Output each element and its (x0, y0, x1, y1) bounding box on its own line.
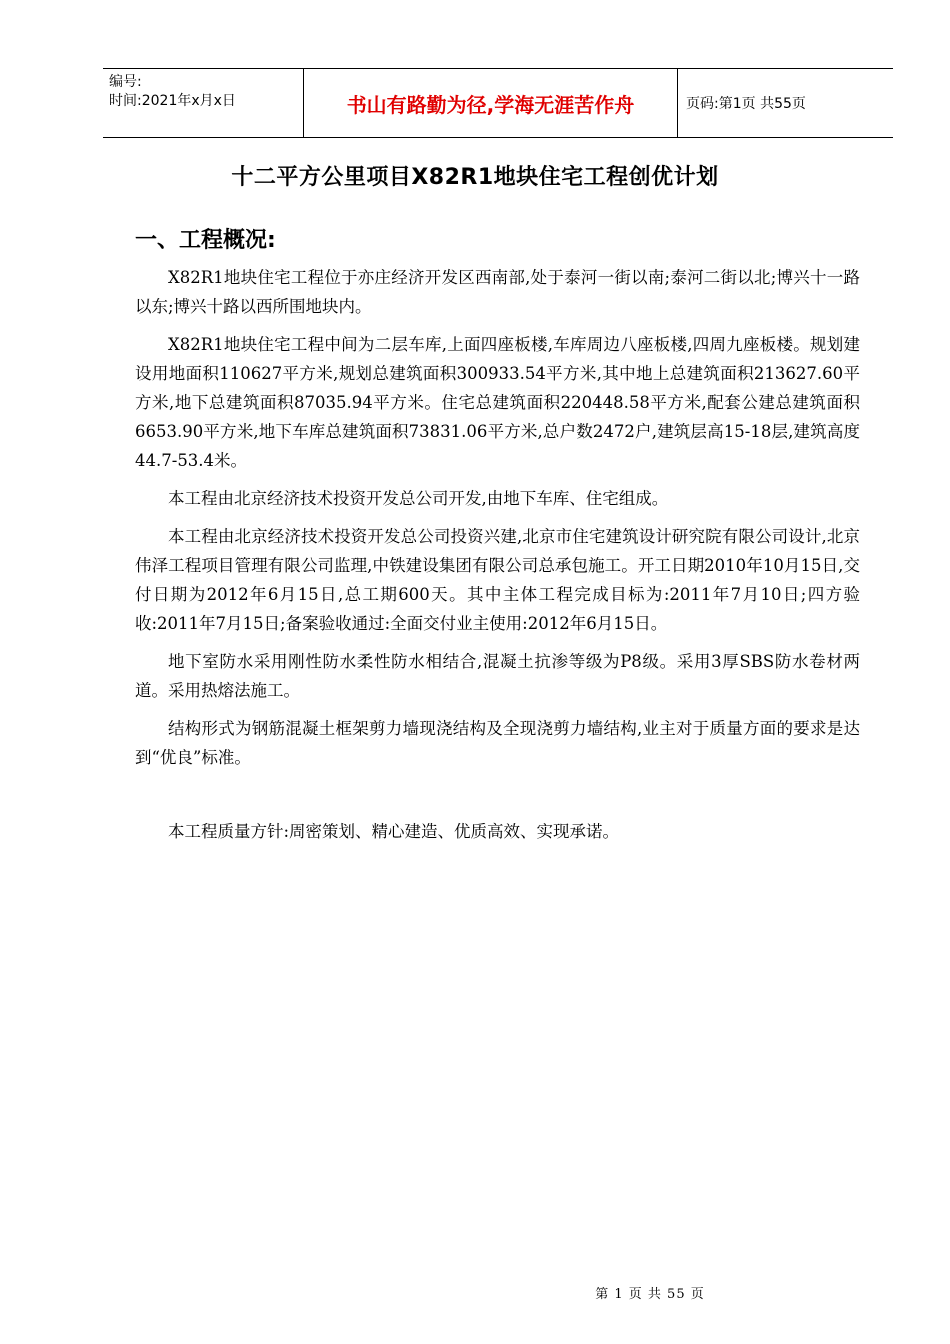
document-date: 时间:2021年x月x日 (109, 93, 236, 109)
page-footer: 第 1 页 共 55 页 (595, 1287, 705, 1302)
document-body (135, 263, 860, 846)
paragraph: 本工程由北京经济技术投资开发总公司投资兴建,北京市住宅建筑设计研究院有限公司设计,北京伟泽工程项目管理有限公司监理,中铁建设集团有限公司总承包施工。开工日期2010年10月15日,交付日期为2012年6月15日,总工期600天。其中主体工程完成目标为:2011年7月10日;四方验收:2011年7月15日;备案验收通过:全面交付业主使用:2012年6月15日。 (135, 527, 860, 633)
header-page-info: 页码:第1页 共55页 (686, 96, 806, 112)
paragraph: 本工程质量方针:周密策划、精心建造、优质高效、实现承诺。 (168, 822, 620, 841)
paragraph: 本工程由北京经济技术投资开发总公司开发,由地下车库、住宅组成。 (168, 489, 669, 508)
header-motto: 书山有路勤为径,学海无涯苦作舟 (304, 69, 678, 137)
paragraph: 地下室防水采用刚性防水柔性防水相结合,混凝土抗渗等级为P8级。采用3厚SBS防水卷材两道。采用热熔法施工。 (135, 652, 860, 700)
paragraph: X82R1地块住宅工程中间为二层车库,上面四座板楼,车库周边八座板楼,四周九座板楼。规划建设用地面积110627平方米,规划总建筑面积300933.54平方米,其中地上总建筑面积213627.60平方米,地下总建筑面积87035.94平方米。住宅总建筑面积220448.58平方米,配套公建总建筑面积6653.90平方米,地下车库总建筑面积73831.06平方米,总户数2472户,建筑层高15-18层,建筑高度44.7-53.4米。 (135, 335, 860, 470)
document-number-label: 编号: (109, 74, 142, 90)
header-meta (103, 69, 304, 137)
section-heading: 一、工程概况: (135, 228, 276, 253)
paragraph: 结构形式为钢筋混凝土框架剪力墙现浇结构及全现浇剪力墙结构,业主对于质量方面的要求是达到“优良”标准。 (135, 719, 860, 767)
document-title: 十二平方公里项目X82R1地块住宅工程创优计划 (231, 165, 719, 190)
header-table (103, 68, 893, 138)
paragraph: X82R1地块住宅工程位于亦庄经济开发区西南部,处于泰河一街以南;泰河二街以北;博兴十一路以东;博兴十路以西所围地块内。 (135, 268, 860, 316)
